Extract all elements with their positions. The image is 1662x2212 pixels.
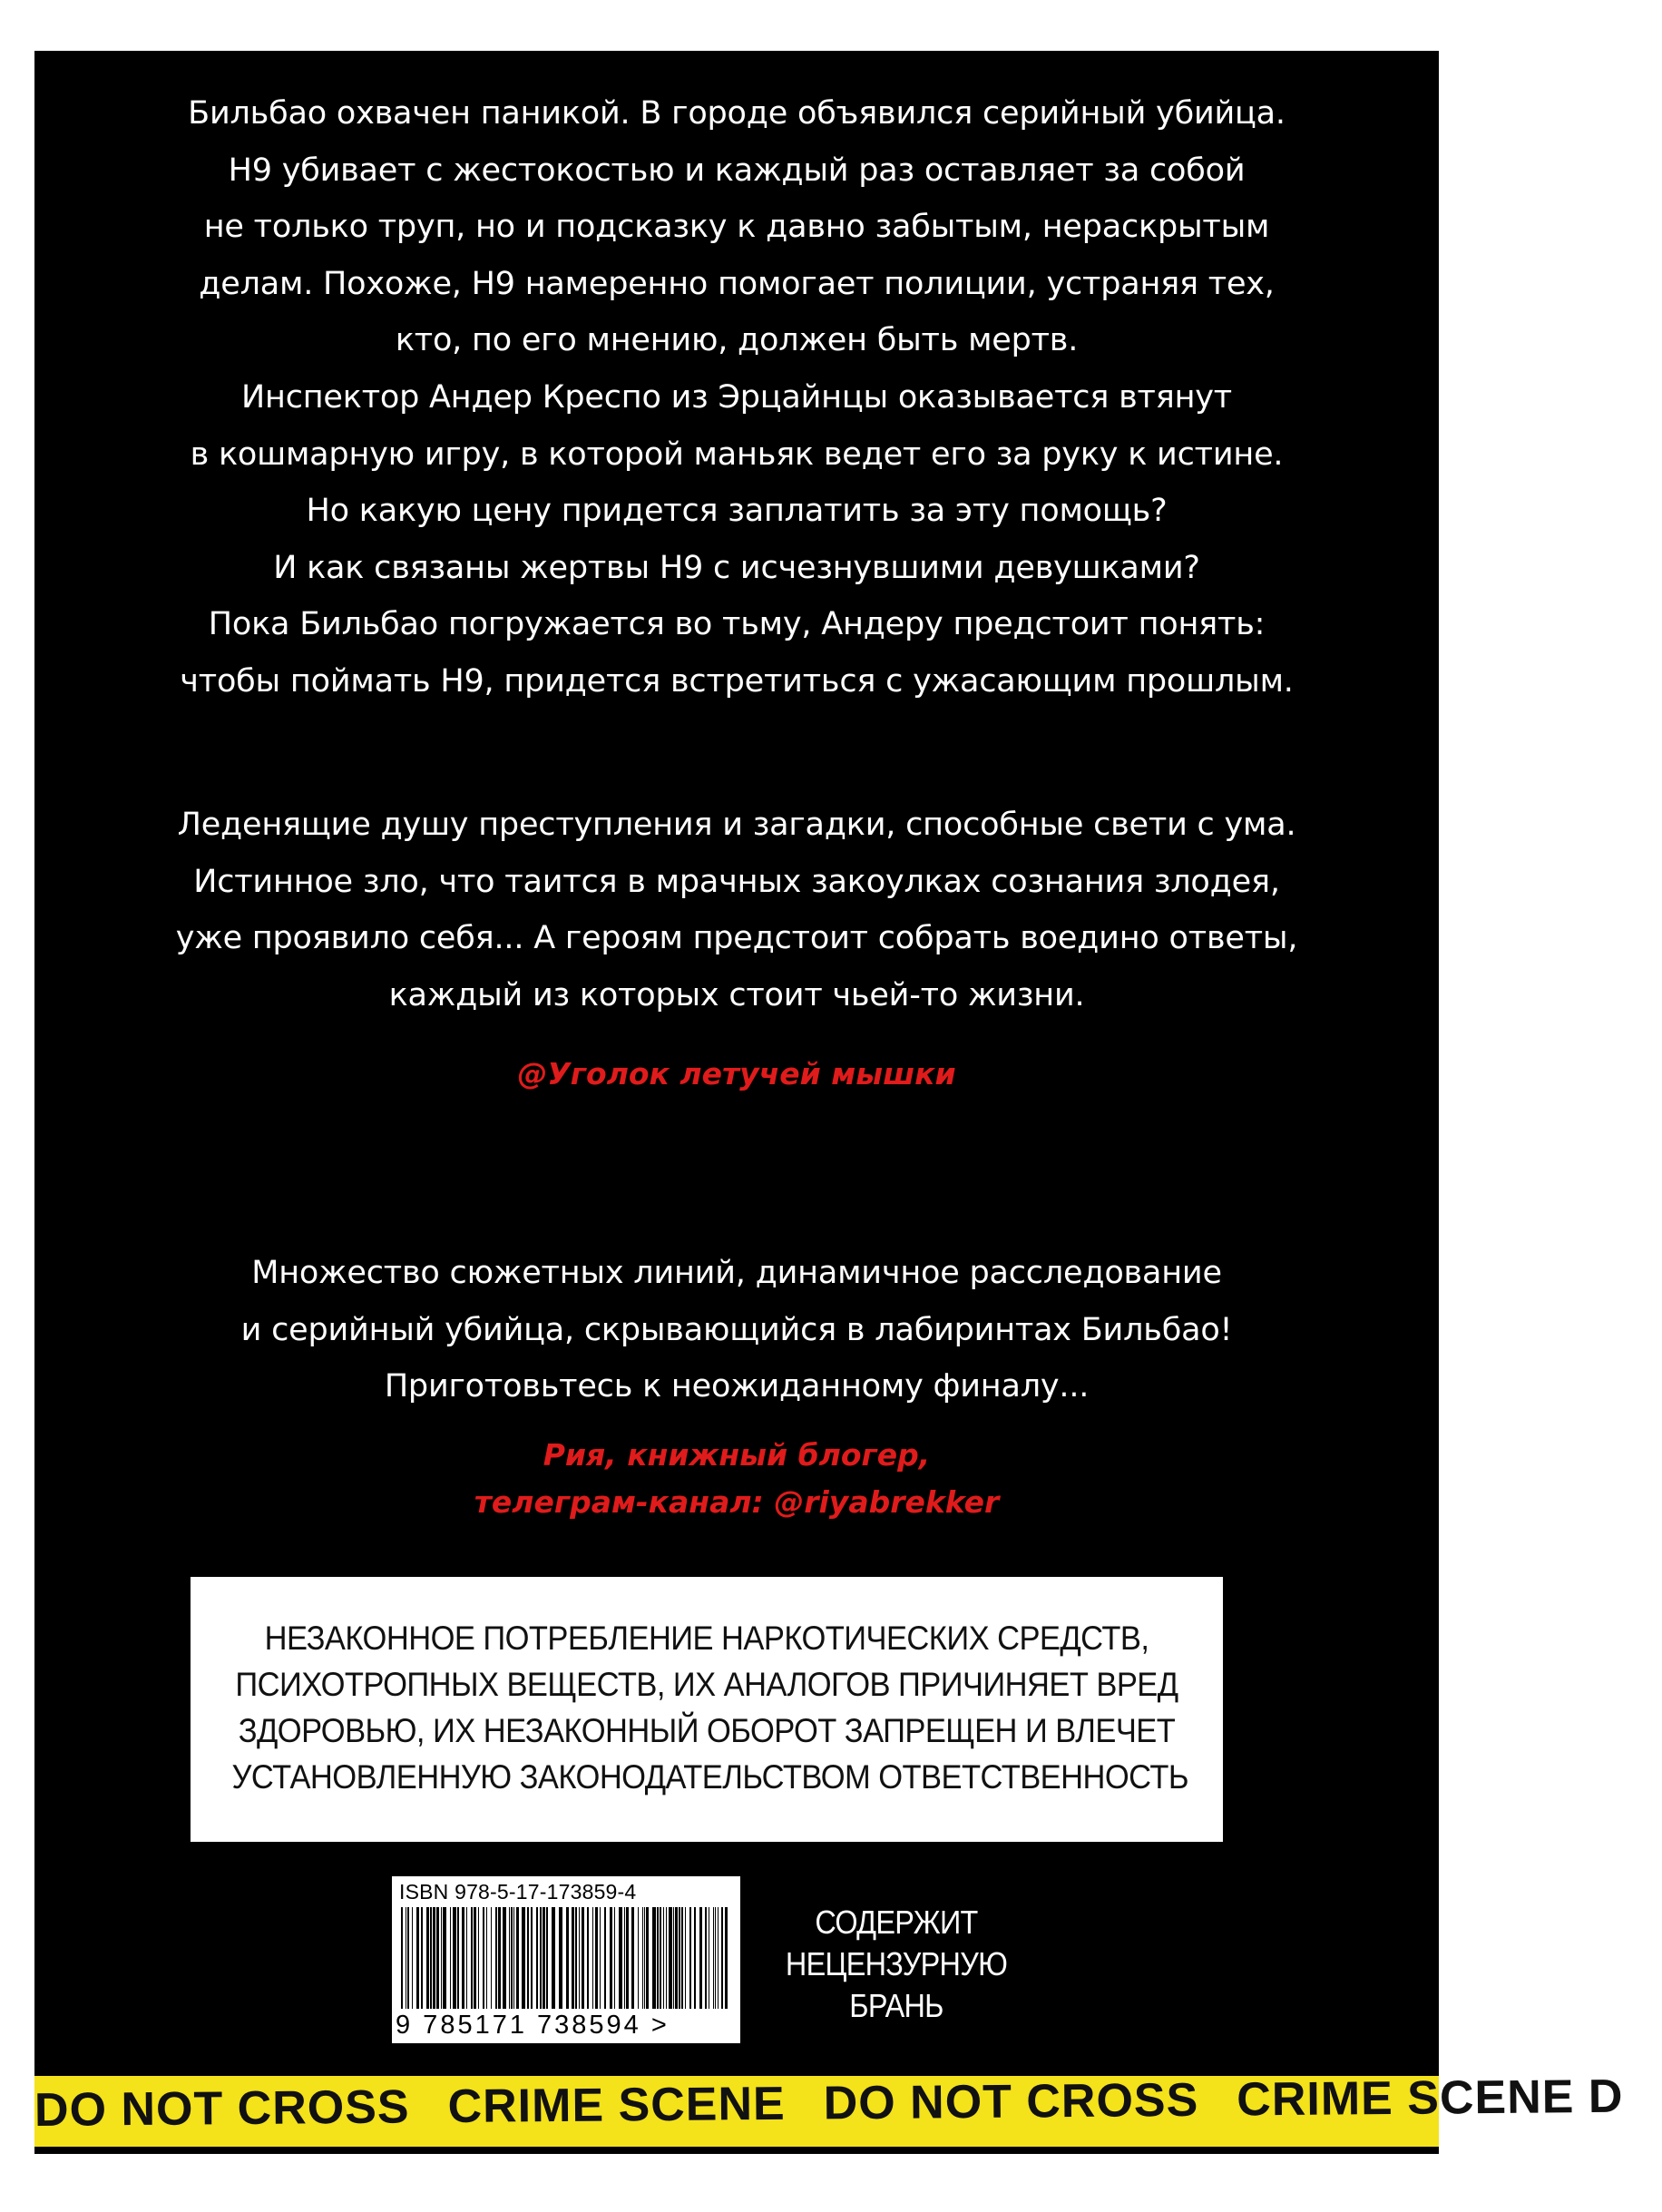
review-author-1: @Уголок летучей мышки [517, 1056, 956, 1091]
blurb-line: не только труп, но и подсказку к давно забытым, нераскрытым [203, 209, 1270, 246]
barcode-bars-icon [397, 1907, 735, 2009]
tape-segment: CRIME SCENE [447, 2077, 786, 2134]
review-line: и серийный убийца, скрывающийся в лабиринтах Бильбао! [240, 1311, 1233, 1348]
blurb-line: в кошмарную игру, в которой маньяк ведет его за руку к истине. [190, 436, 1284, 473]
blurb-line: делам. Похоже, Н9 намеренно помогает полиции, устраняя тех, [199, 265, 1275, 302]
review-author-2-name: Рия, книжный блогер, [543, 1437, 931, 1473]
review-line: уже проявило себя... А героям предстоит собрать воедино ответы, [175, 920, 1298, 957]
mature-line: БРАНЬ [849, 1987, 943, 2024]
blurb-line: Н9 убивает с жестокостью и каждый раз оставляет за собой [228, 152, 1246, 189]
barcode-digits: 9 785171 738594 > [396, 2011, 670, 2040]
isbn-barcode [392, 1876, 740, 2043]
crime-scene-tape [34, 2070, 1624, 2147]
blurb-line: Но какую цену придется заплатить за эту помощь? [306, 493, 1168, 530]
blurb-line: И как связаны жертвы Н9 с исчезнувшими девушками? [273, 549, 1200, 586]
drug-warning-box [191, 1577, 1223, 1842]
tape-text [34, 2069, 1662, 2138]
warning-line: НЕЗАКОННОЕ ПОТРЕБЛЕНИЕ НАРКОТИЧЕСКИХ СРЕДСТВ, [264, 1619, 1149, 1657]
warning-line: ЗДОРОВЬЮ, ИХ НЕЗАКОННЫЙ ОБОРОТ ЗАПРЕЩЕН И ВЛЕЧЕТ [238, 1711, 1176, 1749]
review-line: Приготовьтесь к неожиданному финалу... [384, 1368, 1090, 1405]
blurb-line: чтобы поймать Н9, придется встретиться с ужасающим прошлым. [180, 662, 1294, 700]
review-line: Истинное зло, что таится в мрачных закоулках сознания злодея, [193, 863, 1280, 900]
tape-segment: CRIME SCENE D [1237, 2070, 1624, 2127]
review-line: Леденящие душу преступления и загадки, способные свети с ума. [177, 807, 1296, 843]
mature-line: НЕЦЕНЗУРНУЮ [785, 1945, 1008, 1982]
review-quote-2 [34, 1245, 1439, 1415]
review-line: Множество сюжетных линий, динамичное расследование [251, 1255, 1222, 1291]
blurb-line: Инспектор Андер Креспо из Эрцайнцы оказывается втянут [241, 378, 1232, 416]
warning-line: ПСИХОТРОПНЫХ ВЕЩЕСТВ, ИХ АНАЛОГОВ ПРИЧИНЯЕТ ВРЕД [235, 1665, 1178, 1703]
review-line: каждый из которых стоит чьей-то жизни. [388, 976, 1085, 1013]
review-author-2-channel: телеграм-канал: @riyabrekker [474, 1484, 1000, 1520]
tape-segment: DO NOT CROSS [34, 2080, 410, 2137]
review-quote-1 [34, 797, 1439, 1023]
back-cover [34, 51, 1624, 2154]
mature-line: СОДЕРЖИТ [815, 1904, 978, 1941]
blurb-line: Бильбао охвачен паникой. В городе объявился серийный убийца. [188, 95, 1286, 132]
mature-language-notice [760, 1902, 1032, 2027]
warning-line: УСТАНОВЛЕННУЮ ЗАКОНОДАТЕЛЬСТВОМ ОТВЕТСТВЕННОСТЬ [231, 1757, 1188, 1796]
blurb-line: кто, по его мнению, должен быть мертв. [395, 322, 1079, 359]
isbn-number: ISBN 978-5-17-173859-4 [399, 1880, 637, 1904]
blurb-text [34, 85, 1439, 710]
tape-segment: DO NOT CROSS [823, 2073, 1199, 2130]
blurb-line: Пока Бильбао погружается во тьму, Андеру предстоит понять: [208, 606, 1266, 643]
